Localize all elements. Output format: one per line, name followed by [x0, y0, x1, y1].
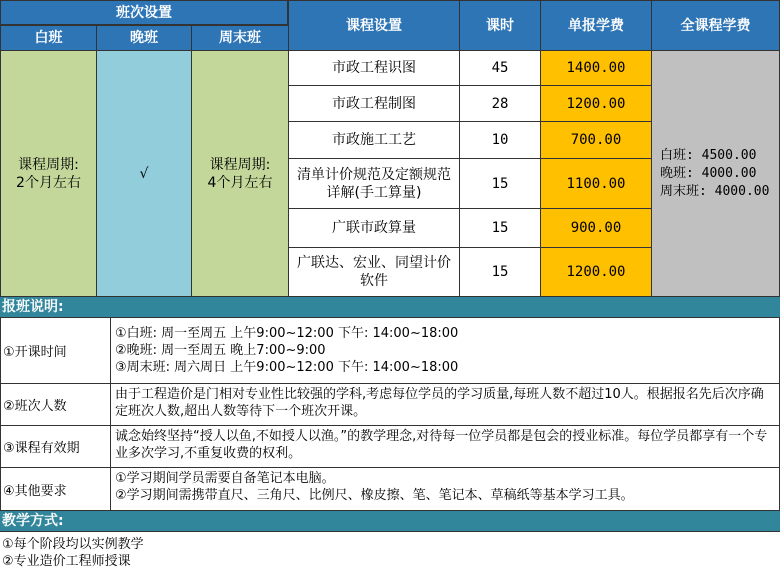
full-fee-evening: 晚班: 4000.00: [660, 165, 757, 181]
class-settings-header: 班次设置: [0, 0, 288, 25]
enroll-label-validity: ③课程有效期: [0, 425, 111, 468]
full-fee-weekend: 周末班: 4000.00: [660, 183, 770, 199]
course-hours: 15: [459, 158, 541, 209]
teaching-methods: [0, 531, 780, 583]
class-size-text: 由于工程造价是门相对专业性比较强的学科,考虑每位学员的学习质量,每班人数不超过10人。根据报名先后次序确定班次人数,超出人数等待下一个班次开课。: [115, 387, 764, 419]
course-name: 清单计价规范及定额规范详解(手工算量): [288, 158, 460, 209]
weekend-class-header: 周末班: [191, 25, 289, 51]
course-hours: 15: [459, 208, 541, 248]
enroll-other: [110, 467, 780, 511]
evening-class-header: 晚班: [96, 25, 192, 51]
weekend-class-period: 课程周期: 4个月左右: [191, 50, 289, 297]
full-fee-header: 全课程学费: [651, 0, 780, 51]
enroll-label-other: ④其他要求: [0, 467, 111, 511]
course-fee: 1200.00: [540, 85, 652, 122]
course-fee: 700.00: [540, 121, 652, 159]
enroll-schedule: [110, 317, 780, 384]
enroll-validity: [110, 425, 780, 468]
course-hours: 10: [459, 121, 541, 159]
schedule-line-weekend: ③周末班: 周六周日 上午9:00~12:00 下午: 14:00~18:00: [115, 360, 459, 375]
course-fee: 900.00: [540, 208, 652, 248]
course-fee: 1100.00: [540, 158, 652, 209]
full-fee-cell: [651, 50, 780, 297]
enroll-label-schedule: ①开课时间: [0, 317, 111, 384]
day-class-header: 白班: [0, 25, 97, 51]
day-class-period: 课程周期: 2个月左右: [0, 50, 97, 297]
teaching-line-2: ②专业造价工程师授课: [2, 554, 131, 569]
schedule-line-evening: ②晚班: 周一至周五 晚上7:00~9:00: [115, 343, 326, 358]
enroll-label-class-size: ②班次人数: [0, 383, 111, 426]
validity-text: 诚念始终坚持“授人以鱼,不如授人以渔。”的教学理念,对待每一位学员都是包会的授业标准。每位学员都享有一个专业多次学习,不重复收费的权利。: [115, 429, 768, 461]
course-name: 市政施工工艺: [288, 121, 460, 159]
course-settings-header: 课程设置: [288, 0, 460, 51]
teaching-section-title: 教学方式:: [0, 511, 780, 531]
single-fee-header: 单报学费: [540, 0, 652, 51]
evening-class-check: √: [96, 50, 192, 297]
course-fee: 1400.00: [540, 50, 652, 86]
course-name: 市政工程制图: [288, 85, 460, 122]
course-name: 广联达、宏业、同望计价软件: [288, 247, 460, 297]
course-hours: 45: [459, 50, 541, 86]
enroll-class-size: [110, 383, 780, 426]
course-name: 广联市政算量: [288, 208, 460, 248]
teaching-line-1: ①每个阶段均以实例教学: [2, 537, 144, 552]
course-hours: 15: [459, 247, 541, 297]
hours-header: 课时: [459, 0, 541, 51]
schedule-line-day: ①白班: 周一至周五 上午9:00~12:00 下午: 14:00~18:00: [115, 326, 459, 341]
course-fee: 1200.00: [540, 247, 652, 297]
course-name: 市政工程识图: [288, 50, 460, 86]
enroll-section-title: 报班说明:: [0, 297, 780, 317]
course-hours: 28: [459, 85, 541, 122]
full-fee-day: 白班: 4500.00: [660, 147, 757, 163]
other-line-2: ②学习期间需携带直尺、三角尺、比例尺、橡皮擦、笔、笔记本、草稿纸等基本学习工具。: [115, 488, 634, 503]
other-line-1: ①学习期间学员需要自备笔记本电脑。: [115, 471, 335, 486]
